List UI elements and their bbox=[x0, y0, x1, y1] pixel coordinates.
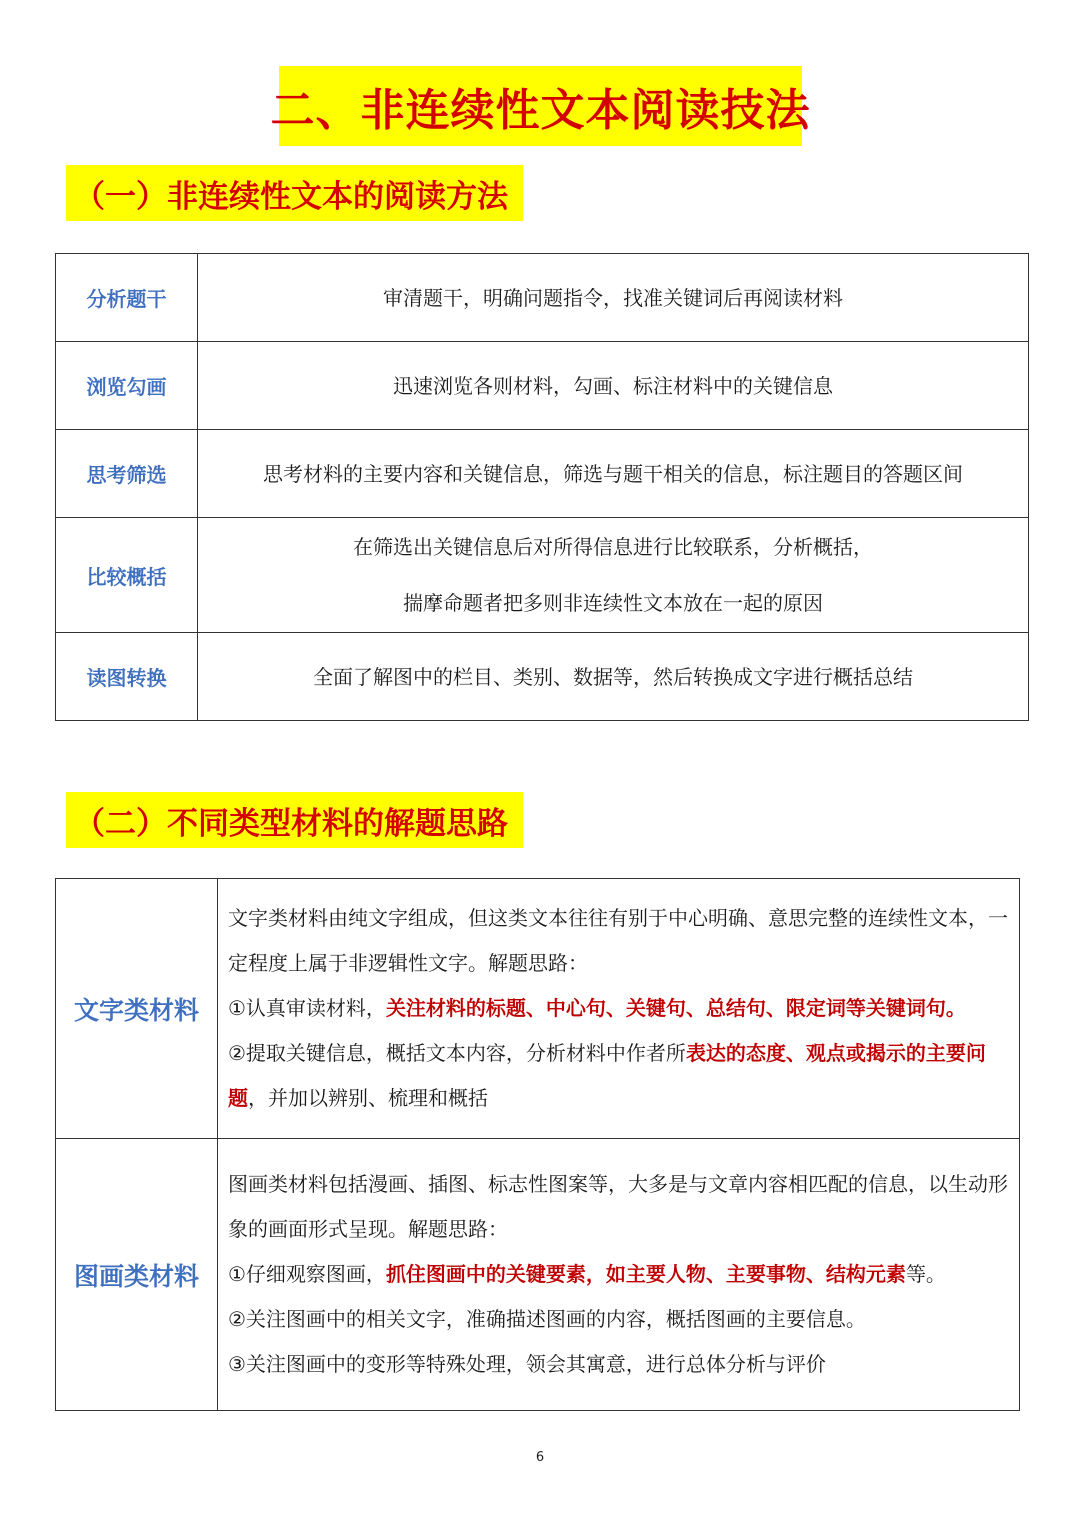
table-row bbox=[56, 633, 1029, 721]
row-content bbox=[198, 518, 1029, 633]
page-number: 6 bbox=[535, 1450, 545, 1465]
table-row bbox=[56, 254, 1029, 342]
row-label: 图画类材料 bbox=[56, 1139, 218, 1411]
row-label: 读图转换 bbox=[56, 633, 198, 721]
tip-text: 等。 bbox=[905, 1262, 946, 1286]
row-content-line: 揣摩命题者把多则非连续性文本放在一起的原因 bbox=[403, 591, 823, 615]
intro-text: 图画类材料包括漫画、插图、标志性图案等，大多是与文章内容相匹配的信息，以生动形象的画面形式呈现。解题思路： bbox=[228, 1172, 1008, 1241]
row-label: 比较概括 bbox=[56, 518, 198, 633]
row-content: 思考材料的主要内容和关键信息，筛选与题干相关的信息，标注题目的答题区间 bbox=[198, 430, 1029, 518]
tip-item bbox=[228, 1031, 1009, 1121]
tip-highlight: 关注材料的标题、中心句、关键句、总结句、限定词等关键词句。 bbox=[385, 996, 966, 1020]
tip-highlight: 抓住图画中的关键要素，如主要人物、主要事物、结构元素 bbox=[385, 1262, 906, 1286]
tip-text: ①仔细观察图画， bbox=[228, 1262, 386, 1286]
material-types-table bbox=[55, 878, 1020, 1411]
section-heading-materials: （二）不同类型材料的解题思路 bbox=[66, 792, 523, 848]
row-label: 分析题干 bbox=[56, 254, 198, 342]
reading-methods-table bbox=[55, 253, 1029, 721]
tip-item: ②关注图画中的相关文字，准确描述图画的内容，概括图画的主要信息。 bbox=[228, 1307, 866, 1331]
table-row bbox=[56, 879, 1020, 1139]
row-label: 思考筛选 bbox=[56, 430, 198, 518]
tip-text: ，并加以辨别、梳理和概括 bbox=[248, 1086, 488, 1110]
row-label: 文字类材料 bbox=[56, 879, 218, 1139]
row-content: 全面了解图中的栏目、类别、数据等，然后转换成文字进行概括总结 bbox=[198, 633, 1029, 721]
tip-item bbox=[228, 986, 1009, 1031]
page-title: 二、非连续性文本阅读技法 bbox=[279, 66, 802, 146]
row-content: 迅速浏览各则材料，勾画、标注材料中的关键信息 bbox=[198, 342, 1029, 430]
table-row bbox=[56, 1139, 1020, 1411]
table-row bbox=[56, 518, 1029, 633]
row-content bbox=[218, 879, 1020, 1139]
table-row bbox=[56, 342, 1029, 430]
tip-highlight: 表达的态度、观点或揭示的主要问题 bbox=[228, 1041, 986, 1110]
tip-item bbox=[228, 1252, 1009, 1297]
tip-text: ①认真审读材料， bbox=[228, 996, 386, 1020]
section-heading-methods: （一）非连续性文本的阅读方法 bbox=[66, 165, 523, 221]
table-row bbox=[56, 430, 1029, 518]
row-content-line: 在筛选出关键信息后对所得信息进行比较联系，分析概括， bbox=[353, 535, 873, 559]
tip-text: ②提取关键信息，概括文本内容，分析材料中作者所 bbox=[228, 1041, 686, 1065]
row-content: 审清题干，明确问题指令，找准关键词后再阅读材料 bbox=[198, 254, 1029, 342]
tip-item: ③关注图画中的变形等特殊处理，领会其寓意，进行总体分析与评价 bbox=[228, 1352, 826, 1376]
row-label: 浏览勾画 bbox=[56, 342, 198, 430]
row-content bbox=[218, 1139, 1020, 1411]
intro-text: 文字类材料由纯文字组成，但这类文本往往有别于中心明确、意思完整的连续性文本，一定程度上属于非逻辑性文字。解题思路： bbox=[228, 906, 1008, 975]
